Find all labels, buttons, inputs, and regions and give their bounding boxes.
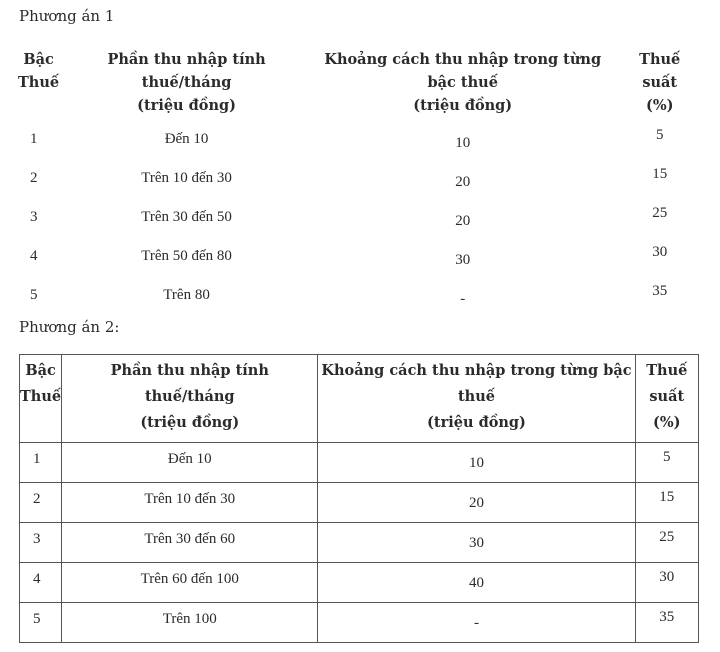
cell-income: Trên 10 đến 30 [62, 483, 318, 523]
table-header-row [20, 355, 699, 443]
header-text: Thuế [18, 74, 60, 91]
header-text: (triệu đồng) [427, 414, 526, 431]
cell-gap: - [318, 603, 635, 643]
option1-heading: Phương án 1 [19, 7, 115, 25]
header-text: (%) [645, 97, 674, 114]
header-text: Khoảng cách thu nhập trong từng bậc thuế [321, 362, 632, 405]
header-income [63, 44, 310, 123]
header-text: Thuế suất [639, 51, 681, 91]
header-income [62, 355, 318, 443]
header-gap [318, 355, 635, 443]
header-gap [310, 44, 615, 123]
table-row [14, 123, 704, 162]
table-row [14, 279, 704, 318]
cell-rate: 30 [635, 563, 698, 603]
cell-rate: 25 [652, 205, 668, 221]
option1-tax-table [14, 44, 704, 318]
cell-rate: 5 [635, 443, 698, 483]
cell-bracket: 1 [20, 443, 62, 483]
cell-bracket: 3 [30, 209, 38, 225]
header-rate [615, 44, 704, 123]
header-bracket [14, 44, 63, 123]
table-row [20, 483, 699, 523]
header-text: (%) [653, 414, 681, 431]
cell-bracket: 3 [20, 523, 62, 563]
cell-rate: 35 [635, 603, 698, 643]
cell-gap: 20 [455, 213, 471, 229]
cell-gap: 20 [455, 174, 471, 190]
cell-income: Trên 10 đến 30 [141, 170, 232, 186]
cell-bracket: 5 [20, 603, 62, 643]
table-row [20, 443, 699, 483]
cell-income: Trên 60 đến 100 [62, 563, 318, 603]
cell-bracket: 5 [30, 287, 38, 303]
cell-rate: 25 [635, 523, 698, 563]
header-bracket [20, 355, 62, 443]
cell-income: Đến 10 [164, 131, 209, 147]
cell-gap: 30 [455, 252, 471, 268]
cell-income: Trên 50 đến 80 [141, 248, 232, 264]
cell-income: Trên 100 [62, 603, 318, 643]
cell-income: Đến 10 [62, 443, 318, 483]
option2-tax-table [19, 354, 699, 643]
cell-gap: 30 [318, 523, 635, 563]
cell-bracket: 4 [20, 563, 62, 603]
table-row [14, 201, 704, 240]
header-text: Phần thu nhập tính thuế/tháng [107, 51, 266, 91]
header-text: (triệu đồng) [137, 97, 236, 114]
option2-heading: Phương án 2: [19, 318, 120, 336]
cell-rate: 5 [655, 127, 664, 143]
cell-rate: 15 [652, 166, 668, 182]
table-row [20, 563, 699, 603]
cell-rate: 35 [652, 283, 668, 299]
cell-gap: - [460, 291, 466, 307]
header-rate [635, 355, 698, 443]
table-row [14, 162, 704, 201]
cell-income: Trên 30 đến 50 [141, 209, 232, 225]
cell-gap: 10 [455, 135, 471, 151]
header-text: Bậc [23, 51, 54, 68]
table-header-row [14, 44, 704, 123]
cell-bracket: 2 [30, 170, 38, 186]
cell-bracket: 4 [30, 248, 38, 264]
cell-income: Trên 30 đến 60 [62, 523, 318, 563]
header-text: (triệu đồng) [140, 414, 240, 431]
table-row [20, 523, 699, 563]
header-text: Phần thu nhập tính thuế/tháng [110, 362, 269, 405]
header-text: Bậc [25, 362, 56, 379]
header-text: Thuế [20, 388, 62, 405]
cell-gap: 40 [318, 563, 635, 603]
cell-bracket: 2 [20, 483, 62, 523]
table-row [20, 603, 699, 643]
cell-rate: 30 [652, 244, 668, 260]
header-text: (triệu đồng) [413, 97, 513, 114]
cell-rate: 15 [635, 483, 698, 523]
cell-gap: 20 [318, 483, 635, 523]
cell-income: Trên 80 [163, 287, 210, 303]
header-text: Khoảng cách thu nhập trong từng bậc thuế [324, 51, 602, 91]
header-text: suất [649, 388, 685, 405]
header-text: Thuế [646, 362, 688, 379]
table-row [14, 240, 704, 279]
cell-gap: 10 [318, 443, 635, 483]
cell-bracket: 1 [30, 131, 38, 147]
